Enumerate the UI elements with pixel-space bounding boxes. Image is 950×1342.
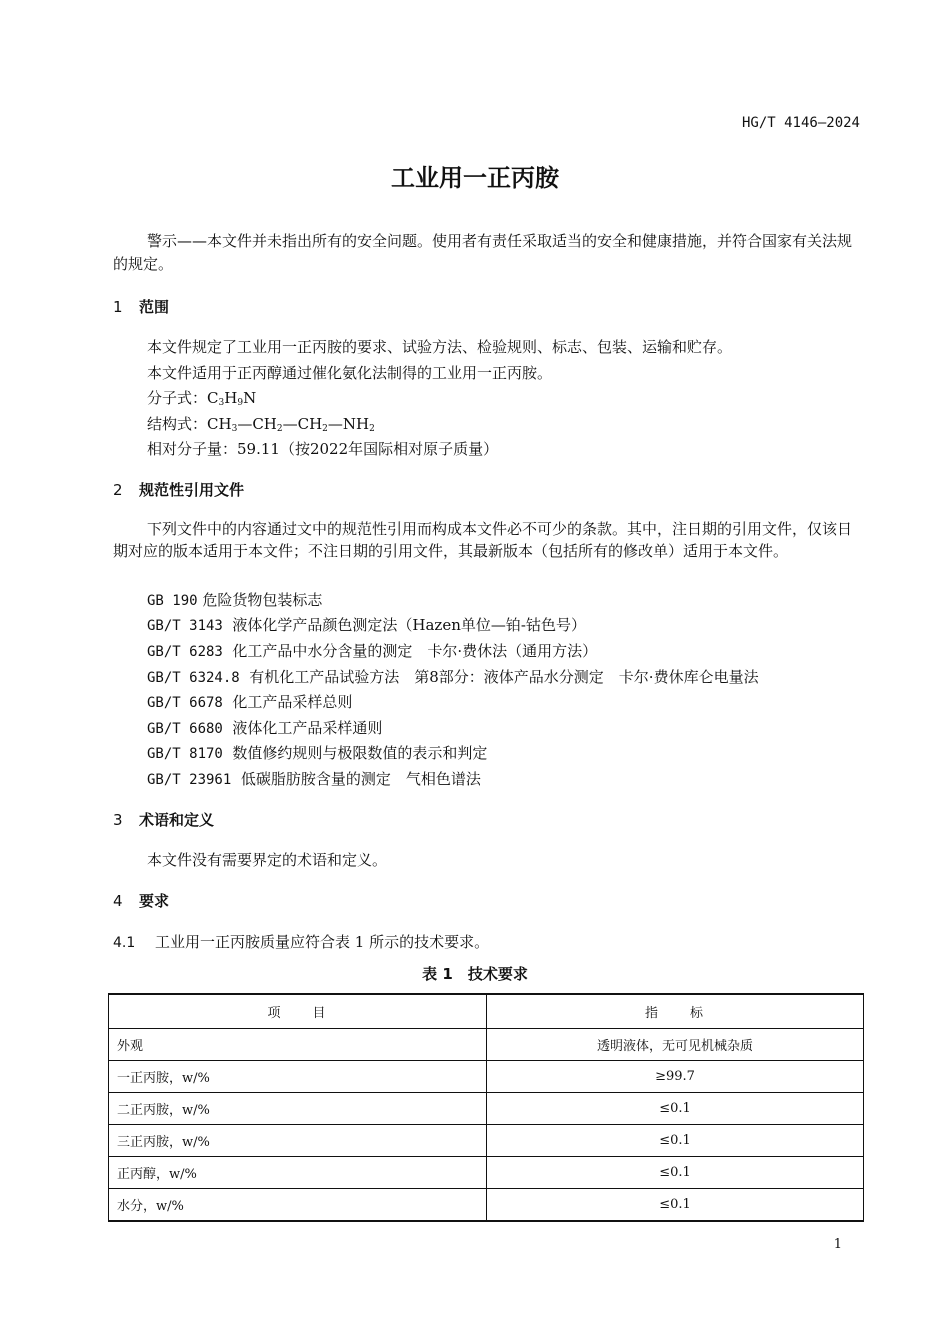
cell-value: ≥99.7 <box>487 1061 864 1093</box>
section-title: 术语和定义 <box>139 811 215 829</box>
structure-bond: — <box>327 415 343 433</box>
structure-subscript: 2 <box>369 424 375 434</box>
warning-paragraph: 警示——本文件并未指出所有的安全问题。使用者有责任采取适当的安全和健康措施，并符合国家有关法规的规定。 <box>113 232 853 273</box>
clause-number: 4.1 <box>113 935 136 951</box>
reference-code: GB/T 6678 <box>147 695 223 711</box>
table-caption: 表 1 技术要求 <box>422 965 528 983</box>
structure-subscript: 2 <box>322 424 328 434</box>
reference-item <box>147 589 322 610</box>
structure-subscript: 2 <box>276 424 283 434</box>
terms-paragraph: 本文件没有需要界定的术语和定义。 <box>147 851 388 869</box>
column-header-value: 指 标 <box>487 994 864 1029</box>
reference-title: 液体化工产品采样通则 <box>232 719 383 737</box>
reference-item <box>147 742 487 763</box>
cell-value: ≤0.1 <box>487 1093 864 1125</box>
section-number: 3 <box>113 811 123 829</box>
cell-value: ≤0.1 <box>487 1157 864 1189</box>
structure-bond: — <box>282 415 298 433</box>
reference-item <box>147 614 586 635</box>
formula-element: N <box>243 389 257 407</box>
reference-title: 化工产品中水分含量的测定 卡尔·费休法（通用方法） <box>232 642 598 660</box>
mass-label: 相对分子量： <box>147 440 238 458</box>
cell-item: 水分，w/% <box>109 1189 487 1222</box>
references-intro: 下列文件中的内容通过文中的规范性引用而构成本文件必不可少的条款。其中，注日期的引用文件，仅该日期对应的版本适用于本文件；不注日期的引用文件，其最新版本（包括所有的修改单）适用于本文件。 <box>113 520 853 560</box>
clause-text: 工业用一正丙胺质量应符合表 1 所示的技术要求。 <box>155 933 490 951</box>
reference-item <box>147 691 352 712</box>
reference-title: 化工产品采样总则 <box>232 693 353 711</box>
structural-formula <box>147 413 375 434</box>
page-number: 1 <box>833 1237 842 1252</box>
structure-group: CH <box>252 415 277 433</box>
reference-code: GB/T 23961 <box>147 772 232 788</box>
reference-code: GB/T 6324.8 <box>147 670 240 686</box>
formula-subscript: 9 <box>237 398 244 408</box>
table-row <box>109 1157 864 1189</box>
reference-title: 危险货物包装标志 <box>202 591 323 609</box>
section-number: 4 <box>113 892 123 910</box>
table-row <box>109 1061 864 1093</box>
cell-value: ≤0.1 <box>487 1125 864 1157</box>
mass-value: 59.11（按2022年国际相对原子质量） <box>237 440 499 458</box>
formula-subscript: 3 <box>218 398 225 408</box>
structure-label: 结构式： <box>147 415 208 433</box>
table-row <box>109 1029 864 1061</box>
reference-title: 有机化工产品试验方法 第8部分：液体产品水分测定 卡尔·费休库仑电量法 <box>249 668 759 686</box>
reference-item <box>147 666 759 687</box>
reference-item <box>147 640 597 661</box>
standard-code: HG/T 4146—2024 <box>741 115 860 131</box>
structure-bond: — <box>237 415 253 433</box>
section-1-heading <box>113 296 169 317</box>
cell-item: 二正丙胺，w/% <box>109 1093 487 1125</box>
reference-title: 低碳脂肪胺含量的测定 气相色谱法 <box>240 770 481 788</box>
document-title: 工业用一正丙胺 <box>391 164 559 192</box>
reference-code: GB/T 8170 <box>147 746 223 762</box>
table-row <box>109 1125 864 1157</box>
scope-paragraph-2: 本文件适用于正丙醇通过催化氨化法制得的工业用一正丙胺。 <box>147 364 553 382</box>
molecular-mass <box>147 438 498 459</box>
section-4-heading <box>113 890 169 911</box>
reference-code: GB 190 <box>147 593 198 609</box>
requirements-table <box>108 993 864 1222</box>
reference-code: GB/T 6283 <box>147 644 223 660</box>
cell-value: ≤0.1 <box>487 1189 864 1222</box>
cell-item: 一正丙胺，w/% <box>109 1061 487 1093</box>
clause-4-1 <box>113 931 489 952</box>
reference-title: 数值修约规则与极限数值的表示和判定 <box>232 744 488 762</box>
cell-item: 三正丙胺，w/% <box>109 1125 487 1157</box>
reference-code: GB/T 3143 <box>147 618 223 634</box>
reference-title: 液体化学产品颜色测定法（Hazen单位—铂-钴色号） <box>232 616 586 634</box>
section-3-heading <box>113 809 214 830</box>
section-title: 规范性引用文件 <box>139 481 245 499</box>
section-number: 1 <box>113 298 123 316</box>
structure-group: CH <box>297 415 323 433</box>
formula-label: 分子式： <box>147 389 208 407</box>
structure-group: CH <box>207 415 232 433</box>
section-2-heading <box>113 479 244 500</box>
cell-item: 外观 <box>109 1029 487 1061</box>
formula-element: C <box>207 389 219 407</box>
cell-item: 正丙醇，w/% <box>109 1157 487 1189</box>
section-title: 要求 <box>139 892 170 910</box>
table-row <box>109 1093 864 1125</box>
reference-item <box>147 717 382 738</box>
table-row <box>109 1189 864 1222</box>
molecular-formula <box>147 387 256 408</box>
structure-subscript: 3 <box>231 424 238 434</box>
column-header-item: 项 目 <box>109 994 487 1029</box>
section-number: 2 <box>113 481 123 499</box>
section-title: 范围 <box>139 298 170 316</box>
scope-paragraph-1: 本文件规定了工业用一正丙胺的要求、试验方法、检验规则、标志、包装、运输和贮存。 <box>147 338 733 356</box>
cell-value: 透明液体，无可见机械杂质 <box>487 1029 864 1061</box>
reference-code: GB/T 6680 <box>147 721 223 737</box>
formula-element: H <box>224 389 238 407</box>
reference-item <box>147 768 481 789</box>
structure-group: NH <box>342 415 370 433</box>
table-header-row <box>109 994 864 1029</box>
